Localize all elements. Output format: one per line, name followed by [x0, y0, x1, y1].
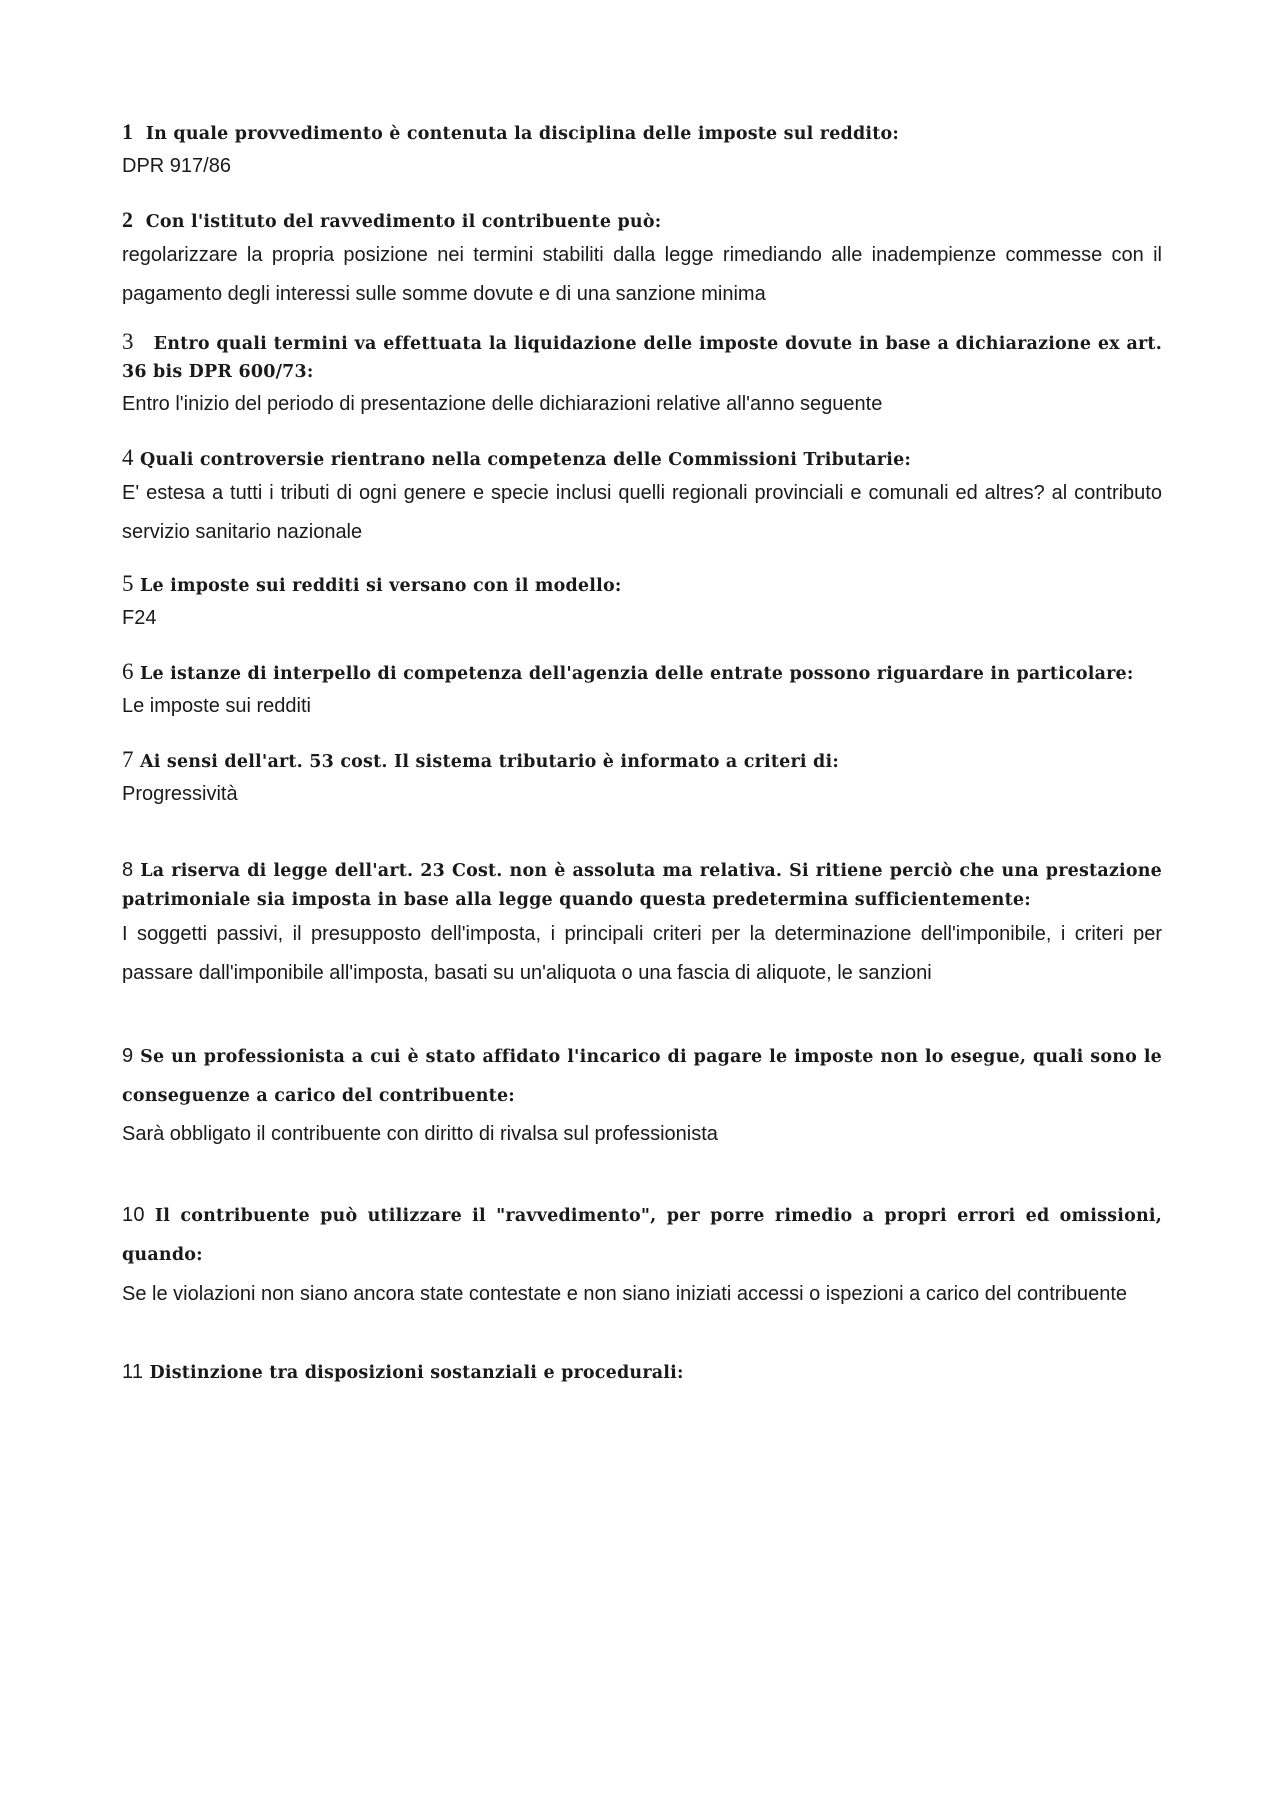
answer-6: Le imposte sui redditi — [122, 695, 311, 717]
qa-item-4 — [122, 444, 1162, 552]
question-8 — [122, 856, 1162, 915]
question-text: Con l'istituto del ravvedimento il contribuente può: — [145, 212, 662, 232]
question-5 — [122, 570, 1162, 600]
answer-8: I soggetti passivi, il presupposto dell'imposta, i principali criteri per la determinazione dell'imponibile, i criteri per passare dall'imponibile all'imposta, basati su un'aliquota o una fascia di aliquote, le sanzioni — [122, 923, 1162, 984]
qa-item-7 — [122, 746, 1162, 812]
qa-item-6 — [122, 658, 1162, 724]
qa-item-9 — [122, 1037, 1162, 1152]
answer-3: Entro l'inizio del periodo di presentazione delle dichiarazioni relative all'anno seguente — [122, 393, 883, 415]
answer-5: F24 — [122, 607, 157, 629]
qa-item-1 — [122, 118, 1162, 184]
qa-item-8 — [122, 856, 1162, 993]
qa-item-10 — [122, 1196, 1162, 1314]
question-3 — [122, 328, 1162, 386]
question-number: 2 — [122, 207, 134, 232]
answer-4: E' estesa a tutti i tributi di ogni genere e specie inclusi quelli regionali provinciali e comunali ed altres? al contributo servizio sanitario nazionale — [122, 482, 1162, 543]
question-1 — [122, 118, 1162, 148]
question-number: 9 — [122, 1045, 134, 1067]
question-number: 5 — [122, 571, 134, 596]
qa-item-3 — [122, 328, 1162, 422]
question-number: 10 — [122, 1204, 145, 1226]
qa-item-5 — [122, 570, 1162, 636]
question-number: 11 — [122, 1361, 144, 1383]
question-number: 8 — [122, 859, 134, 881]
question-number: 4 — [122, 445, 134, 470]
question-number: 1 — [122, 119, 134, 144]
question-4 — [122, 444, 1162, 474]
answer-7: Progressività — [122, 783, 238, 805]
question-10 — [122, 1196, 1162, 1275]
question-7 — [122, 746, 1162, 776]
question-text: La riserva di legge dell'art. 23 Cost. non è assoluta ma relativa. Si ritiene perciò che una prestazione patrimoniale sia imposta in base alla legge quando questa predetermina sufficientemente: — [122, 861, 1162, 910]
answer-9: Sarà obbligato il contribuente con diritto di rivalsa sul professionista — [122, 1123, 718, 1145]
question-number: 3 — [122, 329, 134, 354]
question-9 — [122, 1037, 1162, 1116]
qa-item-2 — [122, 206, 1162, 314]
question-text: Le istanze di interpello di competenza dell'agenzia delle entrate possono riguardare in particolare: — [140, 664, 1134, 684]
question-text: Quali controversie rientrano nella competenza delle Commissioni Tributarie: — [140, 450, 912, 470]
question-text: Entro quali termini va effettuata la liquidazione delle imposte dovute in base a dichiarazione ex art. 36 bis DPR 600/73: — [122, 334, 1162, 382]
question-text: Le imposte sui redditi si versano con il modello: — [140, 576, 622, 596]
question-2 — [122, 206, 1162, 236]
answer-10: Se le violazioni non siano ancora state contestate e non siano iniziati accessi o ispezioni a carico del contribuente — [122, 1283, 1128, 1305]
answer-1: DPR 917/86 — [122, 155, 231, 177]
question-number: 7 — [122, 747, 134, 772]
question-6 — [122, 658, 1162, 688]
question-text: In quale provvedimento è contenuta la disciplina delle imposte sul reddito: — [145, 124, 900, 144]
question-text: Distinzione tra disposizioni sostanziali e procedurali: — [149, 1363, 684, 1383]
question-text: Ai sensi dell'art. 53 cost. Il sistema tributario è informato a criteri di: — [140, 752, 839, 772]
question-text: Se un professionista a cui è stato affidato l'incarico di pagare le imposte non lo esegue, quali sono le conseguenze a carico del contribuente: — [122, 1047, 1162, 1106]
question-11 — [122, 1358, 1162, 1387]
qa-item-11 — [122, 1358, 1162, 1387]
question-text: Il contribuente può utilizzare il "ravvedimento", per porre rimedio a propri errori ed omissioni, quando: — [122, 1206, 1163, 1265]
question-number: 6 — [122, 659, 134, 684]
document-page — [122, 118, 1162, 1387]
answer-2: regolarizzare la propria posizione nei termini stabiliti dalla legge rimediando alle inadempienze commesse con il pagamento degli interessi sulle somme dovute e di una sanzione minima — [122, 244, 1162, 305]
